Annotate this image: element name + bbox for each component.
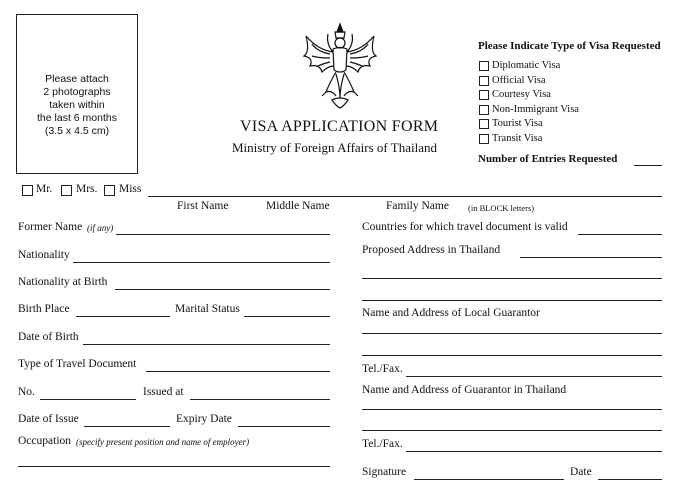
checkbox-tourist-visa[interactable] (479, 119, 489, 129)
date-of-birth-label: Date of Birth (18, 331, 79, 343)
garuda-emblem-icon (300, 22, 380, 112)
expiry-date-field[interactable] (238, 426, 330, 427)
photo-line: the last 6 months (37, 112, 117, 124)
checkbox-diplomatic-visa[interactable] (479, 61, 489, 71)
marital-status-field[interactable] (244, 316, 330, 317)
tel-fax-1-label: Tel./Fax. (362, 363, 403, 375)
entries-label: Number of Entries Requested (478, 153, 618, 165)
photo-line: (3.5 x 4.5 cm) (44, 125, 110, 137)
local-guarantor-line-2[interactable] (362, 355, 662, 356)
photo-box[interactable] (16, 14, 138, 174)
photo-line: 2 photographs (43, 86, 111, 98)
visa-option-label: Non-Immigrant Visa (492, 104, 579, 115)
date-of-issue-label: Date of Issue (18, 413, 79, 425)
doc-number-field[interactable] (40, 399, 136, 400)
nationality-label: Nationality (18, 249, 70, 261)
title-mrs-label: Mrs. (76, 183, 98, 195)
family-name-label: Family Name (386, 200, 449, 212)
countries-field[interactable] (578, 234, 662, 235)
former-name-label: Former Name (18, 221, 83, 233)
checkbox-official-visa[interactable] (479, 76, 489, 86)
guarantor-thailand-line-2[interactable] (362, 430, 662, 431)
tel-fax-2-label: Tel./Fax. (362, 438, 403, 450)
local-guarantor-line-1[interactable] (362, 333, 662, 334)
title-mr-label: Mr. (36, 183, 53, 195)
photo-instructions (17, 73, 137, 138)
birth-place-label: Birth Place (18, 303, 70, 315)
issued-at-field[interactable] (190, 399, 330, 400)
visa-option-label: Transit Visa (492, 133, 543, 144)
travel-doc-field[interactable] (146, 371, 330, 372)
marital-status-label: Marital Status (175, 303, 240, 315)
proposed-address-line-3[interactable] (362, 300, 662, 301)
signature-field[interactable] (414, 479, 564, 480)
checkbox-miss[interactable] (104, 185, 115, 196)
entries-field[interactable] (634, 165, 662, 166)
form-title: VISA APPLICATION FORM (240, 118, 439, 135)
visa-option-label: Official Visa (492, 75, 546, 86)
guarantor-thailand-label: Name and Address of Guarantor in Thailand (362, 384, 567, 396)
date-label: Date (570, 466, 592, 478)
occupation-label: Occupation (18, 435, 72, 447)
nationality-birth-field[interactable] (115, 289, 330, 290)
visa-option-label: Courtesy Visa (492, 89, 551, 100)
local-guarantor-label: Name and Address of Local Guarantor (362, 307, 540, 319)
doc-number-label: No. (18, 386, 35, 398)
tel-fax-1-field[interactable] (406, 376, 662, 377)
nationality-field[interactable] (73, 262, 330, 263)
expiry-date-label: Expiry Date (176, 413, 232, 425)
former-name-field[interactable] (116, 234, 330, 235)
countries-label: Countries for which travel document is valid (362, 221, 568, 233)
tel-fax-2-field[interactable] (406, 451, 662, 452)
former-name-note: (if any) (87, 223, 114, 233)
checkbox-non-immigrant-visa[interactable] (479, 105, 489, 115)
title-miss-label: Miss (119, 183, 142, 195)
date-field[interactable] (598, 479, 662, 480)
guarantor-thailand-line-1[interactable] (362, 409, 662, 410)
proposed-address-field[interactable] (520, 257, 662, 258)
checkbox-courtesy-visa[interactable] (479, 90, 489, 100)
photo-line: Please attach (45, 73, 109, 85)
full-name-field[interactable] (148, 196, 662, 197)
photo-line: taken within (49, 99, 105, 111)
checkbox-mr[interactable] (22, 185, 33, 196)
block-letters-note: (in BLOCK letters) (468, 203, 535, 213)
visa-option-label: Tourist Visa (492, 118, 543, 129)
proposed-address-label: Proposed Address in Thailand (362, 244, 501, 256)
date-of-issue-field[interactable] (84, 426, 170, 427)
visa-option-label: Diplomatic Visa (492, 60, 561, 71)
checkbox-transit-visa[interactable] (479, 134, 489, 144)
nationality-birth-label: Nationality at Birth (18, 276, 108, 288)
date-of-birth-field[interactable] (83, 344, 330, 345)
middle-name-label: Middle Name (266, 200, 330, 212)
travel-doc-label: Type of Travel Document (18, 358, 137, 370)
signature-label: Signature (362, 466, 407, 478)
checkbox-mrs[interactable] (61, 185, 72, 196)
proposed-address-line-2[interactable] (362, 278, 662, 279)
birth-place-field[interactable] (76, 316, 170, 317)
form-subtitle: Ministry of Foreign Affairs of Thailand (232, 140, 437, 155)
first-name-label: First Name (177, 200, 229, 212)
occupation-note: (specify present position and name of employer) (76, 437, 250, 447)
issued-at-label: Issued at (143, 386, 184, 398)
visa-type-heading: Please Indicate Type of Visa Requested (478, 40, 661, 52)
occupation-field[interactable] (18, 466, 330, 467)
